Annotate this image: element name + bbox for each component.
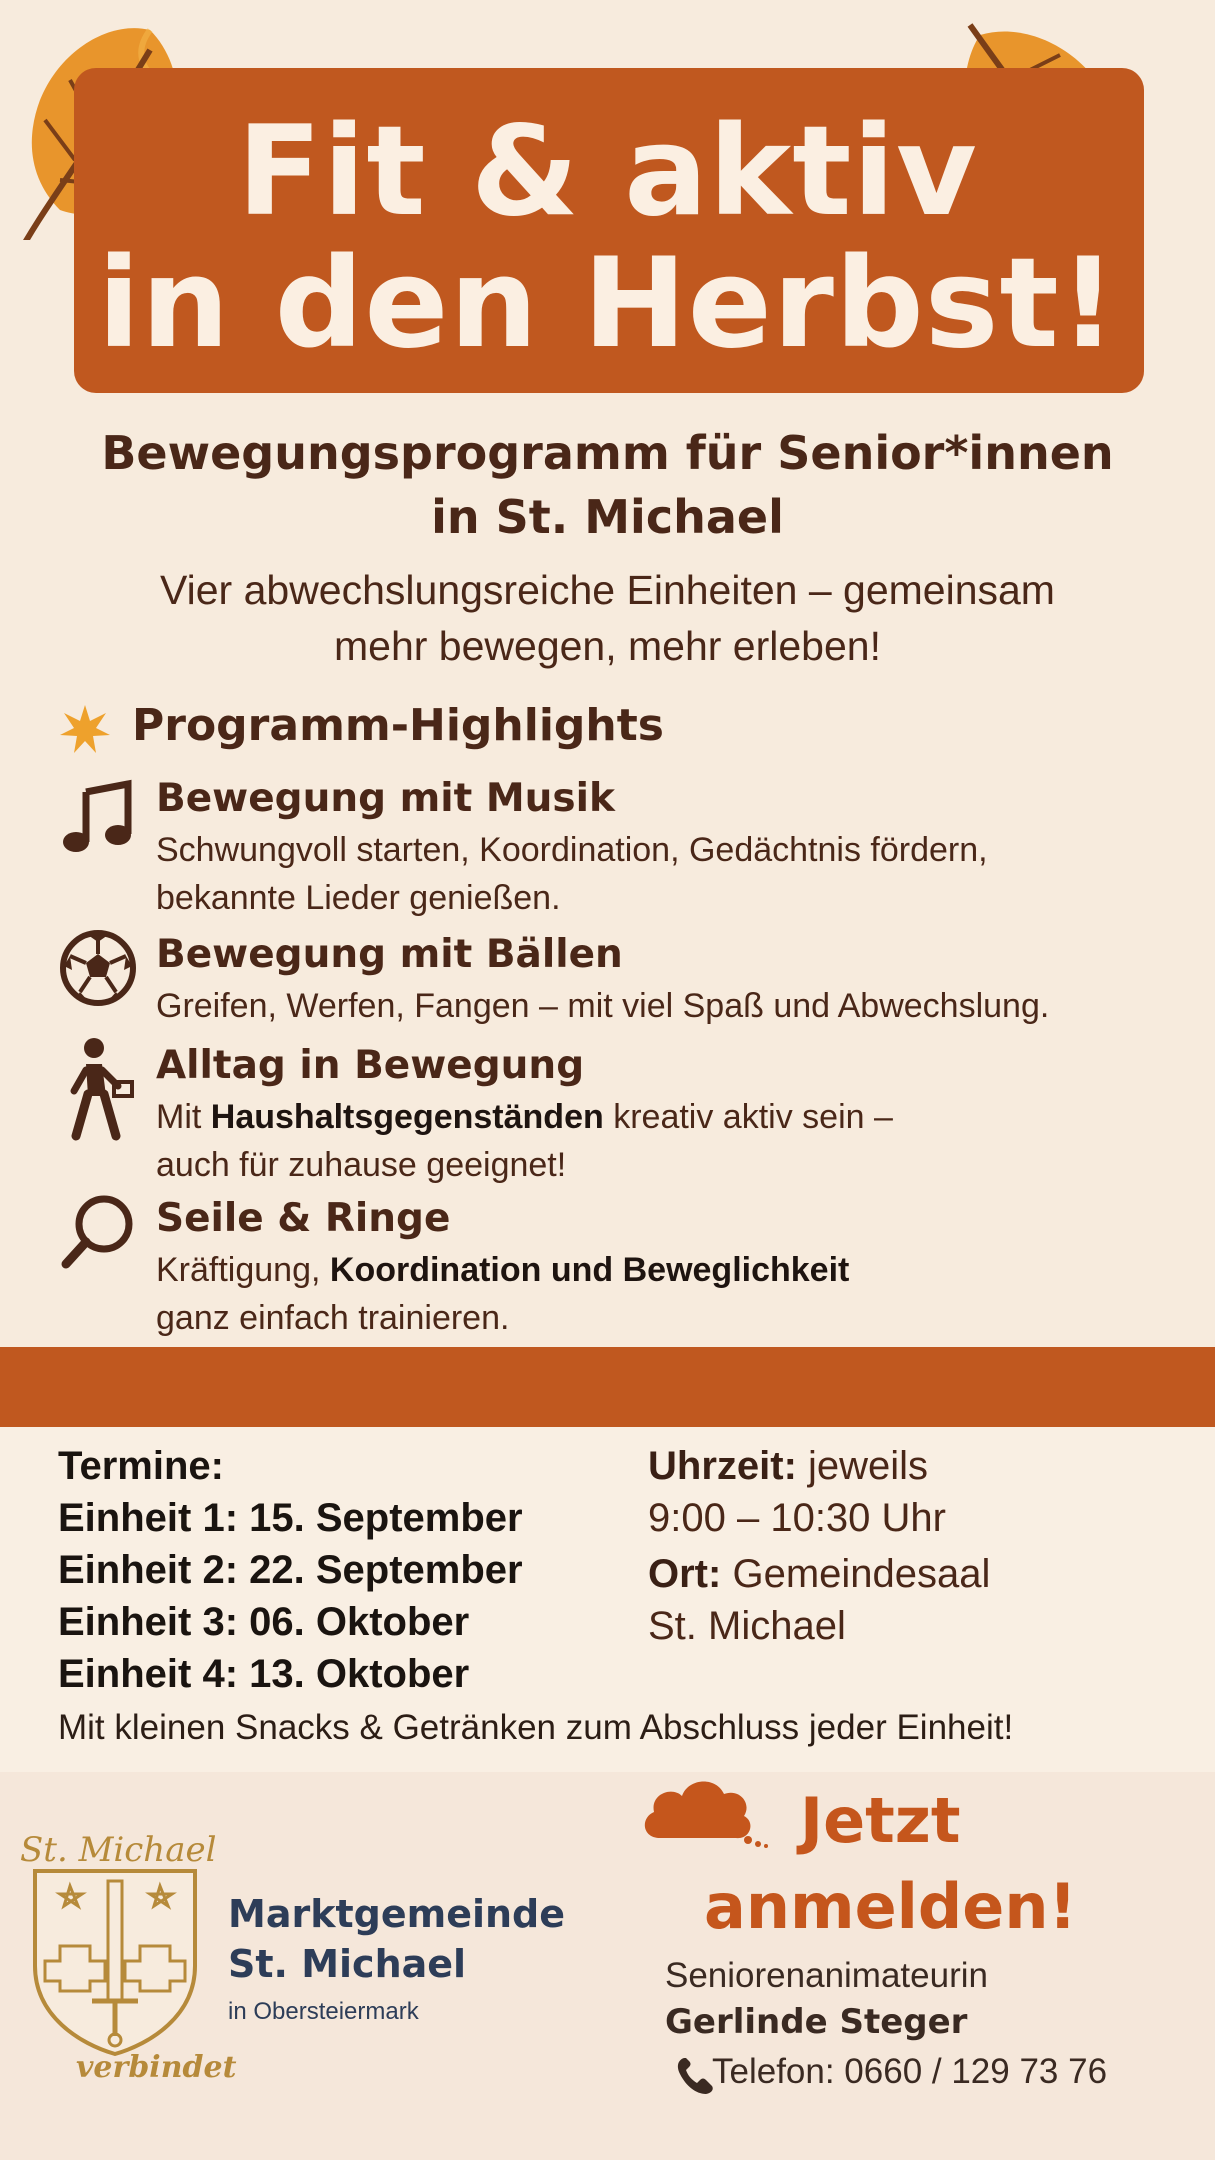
termin-3: Einheit 3: 06. Oktober [58, 1600, 470, 1644]
tagline-line-2: mehr bewegen, mehr erleben! [334, 623, 881, 669]
subtitle-line-2: in St. Michael [431, 490, 784, 544]
item-title-baellen: Bewegung mit Bällen [156, 932, 623, 977]
termine-list [58, 1440, 523, 1700]
item-title-musik: Bewegung mit Musik [156, 776, 615, 821]
coat-of-arms-icon [30, 1866, 200, 2056]
cta-line-1: Jetzt [800, 1784, 961, 1857]
highlights-heading: Programm-Highlights [132, 700, 664, 751]
crest-bottom-text: verbindet [76, 2050, 237, 2085]
divider-band [0, 1347, 1215, 1427]
item-desc-alltag-1: Mit Haushaltsgegenständen kreativ aktiv sein – [156, 1098, 893, 1136]
snacks-note: Mit kleinen Snacks & Getränken zum Abschluss jeder Einheit! [58, 1708, 1014, 1747]
subtitle-line-1: Bewegungsprogramm für Senior*innen [101, 426, 1114, 480]
item-desc-seile-1: Kräftigung, Koordination und Beweglichkeit [156, 1251, 850, 1289]
walking-person-icon [58, 1036, 138, 1141]
item-title-alltag: Alltag in Bewegung [156, 1043, 585, 1088]
item-desc-musik-2: bekannte Lieder genießen. [156, 879, 561, 917]
ring-rope-icon [58, 1192, 138, 1272]
tagline-line-1: Vier abwechslungsreiche Einheiten – gemeinsam [160, 567, 1055, 613]
termine-label: Termine: [58, 1444, 224, 1488]
crest-top-text: St. Michael [20, 1830, 217, 1870]
ort-line-1: Ort: Gemeindesaal [648, 1552, 991, 1596]
termin-4: Einheit 4: 13. Oktober [58, 1652, 470, 1696]
contact-name: Gerlinde Steger [665, 2002, 968, 2042]
org-name-line-1: Marktgemeinde [228, 1892, 566, 1936]
uhrzeit-line-1: Uhrzeit: jeweils [648, 1444, 929, 1488]
soccer-ball-icon [58, 928, 138, 1008]
item-desc-seile-2: ganz einfach trainieren. [156, 1299, 510, 1337]
cloud-icon [640, 1768, 770, 1858]
phone-icon [676, 2056, 714, 2096]
termin-2: Einheit 2: 22. September [58, 1548, 523, 1592]
title-line-2: in den Herbst! [97, 232, 1118, 376]
termin-1: Einheit 1: 15. September [58, 1496, 523, 1540]
ort-line-2: St. Michael [648, 1604, 846, 1648]
org-name-line-3: in Obersteiermark [228, 1998, 419, 2025]
item-desc-baellen: Greifen, Werfen, Fangen – mit viel Spaß und Abwechslung. [156, 987, 1050, 1025]
cta-line-2: anmelden! [704, 1870, 1077, 1943]
title-line-1: Fit & aktiv [237, 100, 978, 244]
item-desc-musik-1: Schwungvoll starten, Koordination, Gedächtnis fördern, [156, 831, 988, 869]
contact-phone: Telefon: 0660 / 129 73 76 [712, 2052, 1108, 2091]
item-desc-alltag-2: auch für zuhause geeignet! [156, 1146, 567, 1184]
org-name-line-2: St. Michael [228, 1942, 467, 1986]
item-title-seile: Seile & Ringe [156, 1196, 451, 1241]
uhrzeit-line-2: 9:00 – 10:30 Uhr [648, 1496, 946, 1540]
music-note-icon [58, 778, 138, 858]
star-icon [58, 703, 112, 757]
contact-role: Seniorenanimateurin [665, 1956, 988, 1995]
